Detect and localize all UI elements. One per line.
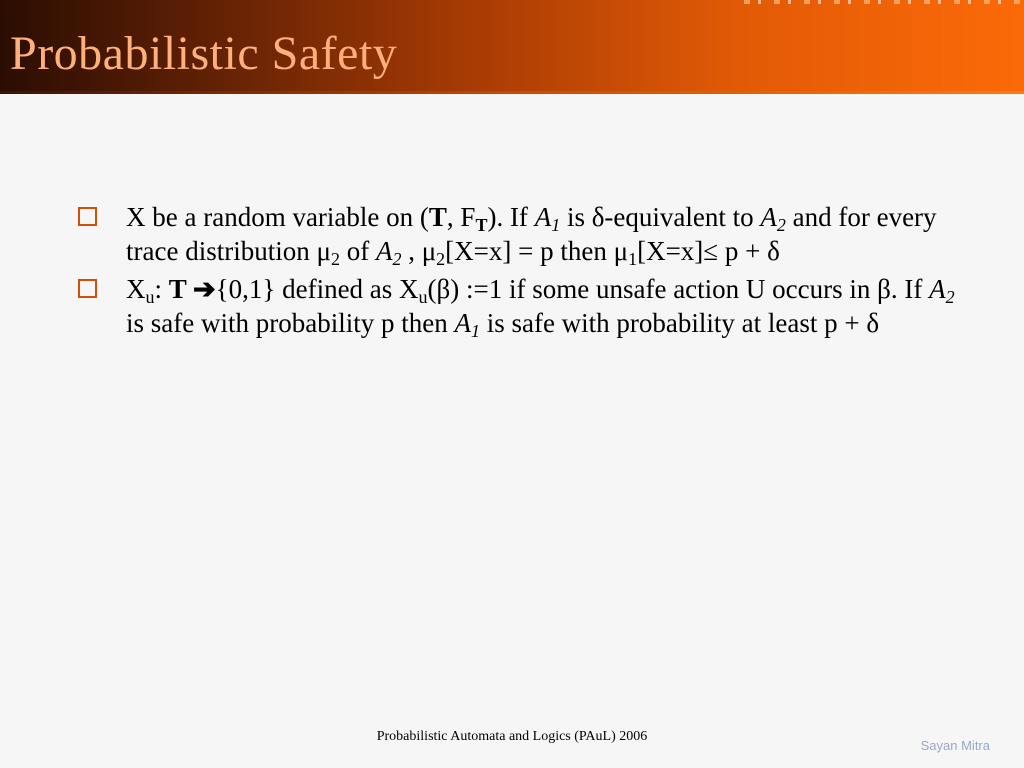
subscript: 1 <box>628 249 638 269</box>
bullet-text: [X=x] = p then μ <box>445 236 629 266</box>
bullet-text: of <box>339 236 376 266</box>
title-bar <box>0 0 1024 94</box>
arrow-right-icon: ➔ <box>186 274 216 304</box>
footer-author: Sayan Mitra <box>920 738 990 753</box>
bullet-text: , μ <box>401 236 437 266</box>
bullet-text: is safe with probability at least p + δ <box>479 308 880 338</box>
subscript: 2 <box>330 249 340 269</box>
footer-conference: Probabilistic Automata and Logics (PAuL) 2006 <box>376 729 648 744</box>
bullet-item <box>78 272 958 340</box>
subscript: 2 <box>392 249 402 269</box>
square-bullet-icon <box>78 279 97 298</box>
title-decoration <box>744 0 1024 4</box>
bullet-item <box>78 200 958 268</box>
bullet-text: (β) :=1 if some unsafe action U occurs in β. If <box>427 274 930 304</box>
subscript: 2 <box>436 249 446 269</box>
automaton-A2: A <box>375 236 393 266</box>
square-bullet-icon <box>78 207 97 226</box>
subscript: u <box>418 287 428 307</box>
subscript: 1 <box>551 215 561 235</box>
subscript: u <box>145 287 155 307</box>
automaton-A2: A <box>760 202 777 232</box>
bullet-text: {0,1} defined as X <box>215 274 419 304</box>
subscript: 2 <box>945 287 955 307</box>
slide-content <box>78 200 958 344</box>
bullet-text: , F <box>446 202 476 232</box>
bullet-text: X be a random variable on ( <box>126 202 429 232</box>
subscript: 1 <box>470 321 480 341</box>
bold-T: T <box>428 202 447 232</box>
bold-T: T <box>168 274 187 304</box>
bullet-text: X <box>126 274 146 304</box>
slide-title: Probabilistic Safety <box>10 27 398 80</box>
automaton-A1: A <box>534 202 552 232</box>
bullet-text: ). If <box>487 202 535 232</box>
bullet-text: is safe with probability p then <box>126 308 455 338</box>
automaton-A1: A <box>454 308 471 338</box>
bullet-text: is δ-equivalent to <box>560 202 761 232</box>
bullet-text: and for every trace distribution μ <box>126 202 937 266</box>
automaton-A2: A <box>929 274 946 304</box>
bullet-text: [X=x]≤ p + δ <box>637 236 780 266</box>
bullet-text: : <box>154 274 169 304</box>
subscript: 2 <box>776 215 786 235</box>
subscript-T: T <box>475 215 488 235</box>
